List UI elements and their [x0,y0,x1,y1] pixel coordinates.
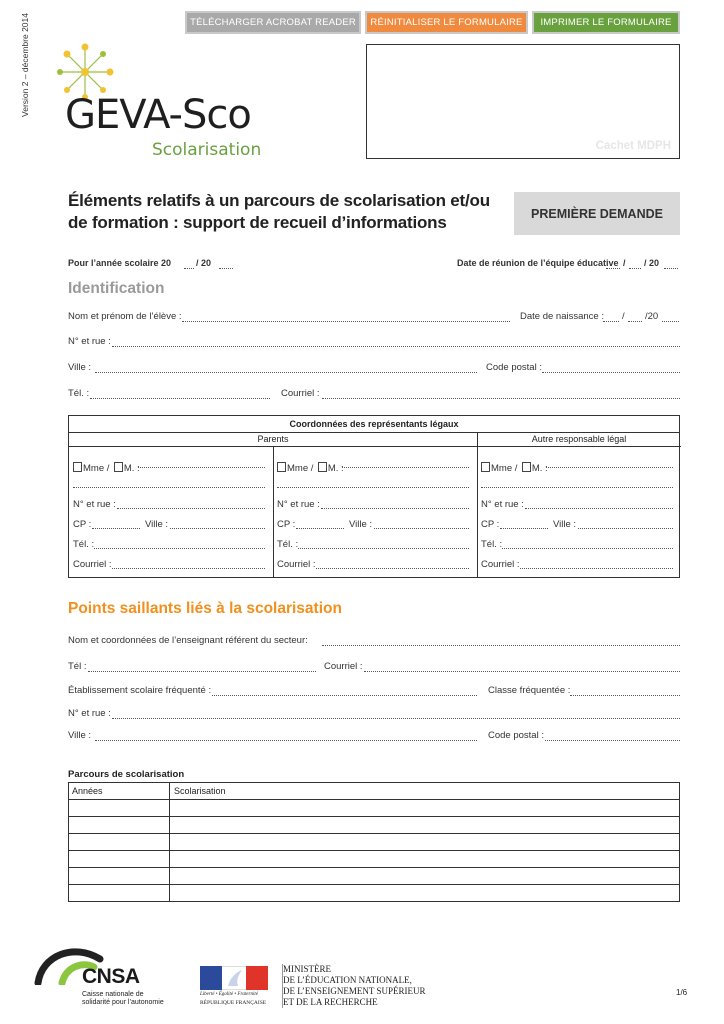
school-year-start-field[interactable] [184,268,194,269]
rep3-street-field[interactable] [525,508,673,509]
student-name-field[interactable] [182,321,510,322]
student-name-label: Nom et prénom de l’élève : [68,311,182,322]
rep2-cp-label: CP : [277,519,296,530]
rep1-tel-field[interactable] [94,548,265,549]
cnsa-text: CNSA [82,965,140,988]
rep1-city-label: Ville : [145,519,169,530]
rep3-email-label: Courriel : [481,559,520,570]
points-email-label: Courriel : [324,661,363,672]
tel-field[interactable] [90,398,270,399]
title-line-1: Éléments relatifs à un parcours de scolarisation et/ou [68,191,490,210]
ministry-line-3: DE L’ENSEIGNEMENT SUPÉRIEUR [283,986,426,996]
rep3-name-field[interactable] [546,467,673,468]
cnsa-sub-2: solidarité pour l’autonomie [82,999,164,1006]
geva-logo [52,42,302,167]
birth-month-field[interactable] [628,321,642,322]
rep2-email-label: Courriel : [277,559,316,570]
rep3-m-checkbox[interactable] [522,462,531,472]
points-tel-label: Tél : [68,661,87,672]
points-city-label: Ville : [68,730,92,741]
rep1-cp-field[interactable] [92,528,140,529]
table-row[interactable] [69,817,680,834]
rep2-street-field[interactable] [321,508,469,509]
points-postal-label: Code postal : [488,730,544,741]
rep3-street-label: N° et rue : [481,499,524,510]
street-label: N° et rue : [68,336,111,347]
rep1-m-checkbox[interactable] [114,462,123,472]
rep3-city-field[interactable] [578,528,673,529]
rep3-tel-label: Tél. : [481,539,503,550]
motto-text: Liberté • Égalité • Fraternité [200,992,258,997]
parcours-table [68,782,680,902]
stamp-label: Cachet MDPH [595,140,671,152]
school-year-sep: / 20 [196,258,212,268]
meeting-year-field[interactable] [664,268,678,269]
ministry-line-2: DE L’ÉDUCATION NATIONALE, [283,975,412,985]
rep1-city-field[interactable] [170,528,265,529]
rep2-m-checkbox[interactable] [318,462,327,472]
birth-year-field[interactable] [662,321,679,322]
table-row[interactable] [69,851,680,868]
rep2-tel-field[interactable] [298,548,469,549]
meeting-month-field[interactable] [629,268,641,269]
parcours-heading: Parcours de scolarisation [68,769,185,780]
table-row[interactable] [69,868,680,885]
class-label: Classe fréquentée : [488,685,571,696]
points-street-label: N° et rue : [68,708,111,719]
rep2-mme-checkbox[interactable] [277,462,286,472]
points-email-field[interactable] [364,671,680,672]
email-field[interactable] [322,398,680,399]
rep2-city-field[interactable] [374,528,469,529]
rep1-name-field[interactable] [138,467,265,468]
title-line-2: de formation : support de recueil d’informations [68,213,447,232]
table-row[interactable] [69,885,680,902]
download-acrobat-button[interactable]: TÉLÉCHARGER ACROBAT READER [185,11,361,34]
birth-day-field[interactable] [603,321,619,322]
rep1-street-label: N° et rue : [73,499,116,510]
teacher-field[interactable] [322,645,680,646]
rep2-tel-label: Tél. : [277,539,299,550]
ministry-line-1: MINISTÈRE [283,964,331,974]
street-field[interactable] [112,346,680,347]
points-postal-field[interactable] [545,740,680,741]
email-label: Courriel : [281,388,320,399]
teacher-label: Nom et coordonnées de l’enseignant référent du secteur: [68,635,308,646]
cnsa-logo [34,945,184,1010]
school-year-end-field[interactable] [219,268,233,269]
points-city-field[interactable] [95,740,477,741]
logo-sub-text: Scolarisation [152,140,262,160]
city-label: Ville : [68,362,92,373]
tel-label: Tél. : [68,388,90,399]
rep1-name-field-2[interactable] [73,487,265,488]
school-label: Établissement scolaire fréquenté : [68,685,212,696]
points-tel-field[interactable] [88,671,316,672]
rep1-email-label: Courriel : [73,559,112,570]
rep1-civility[interactable]: Mme / M. : [73,458,140,476]
birth-sep-1: / [622,311,625,322]
page-number: 1/6 [676,988,688,997]
logo-main-text: GEVA-Sco [65,92,251,138]
other-guardian-header: Autre responsable légal [477,433,681,447]
rep2-email-field[interactable] [316,568,469,569]
identification-heading: Identification [68,280,165,297]
version-label: Version 2 – décembre 2014 [19,13,30,117]
school-field[interactable] [212,695,477,696]
birth-sep-2: /20 [645,311,659,322]
years-column-header: Années [69,783,170,800]
rep3-city-label: Ville : [553,519,577,530]
meeting-date-label: Date de réunion de l’équipe éducative [457,258,619,268]
table-row[interactable] [69,834,680,851]
parents-header: Parents [69,433,477,447]
meeting-sep-1: / [623,258,626,268]
rep3-name-field-2[interactable] [481,487,673,488]
rep1-cp-label: CP : [73,519,92,530]
ministry-block [282,964,426,1008]
points-heading: Points saillants liés à la scolarisation [68,600,342,617]
page-title [68,190,490,234]
reset-form-button[interactable]: RÉINITIALISER LE FORMULAIRE [365,11,528,34]
cnsa-sub-1: Caisse nationale de [82,991,144,998]
meeting-sep-2: / 20 [644,258,660,268]
rep1-street-field[interactable] [117,508,265,509]
points-street-field[interactable] [112,718,680,719]
rep2-name-field-2[interactable] [277,487,469,488]
republique-text: RÉPUBLIQUE FRANÇAISE [200,1000,267,1006]
marianne-icon [222,966,246,990]
rep3-cp-label: CP : [481,519,500,530]
rep2-name-field[interactable] [342,467,469,468]
rep3-civility[interactable]: Mme / M. : [481,458,548,476]
rep1-mme-checkbox[interactable] [73,462,82,472]
rep3-cp-field[interactable] [500,528,548,529]
representatives-title: Coordonnées des représentants légaux [69,416,679,433]
republique-logo [200,966,270,1008]
rep1-email-field[interactable] [112,568,265,569]
postal-code-label: Code postal : [486,362,542,373]
mdph-stamp-box[interactable] [366,44,680,159]
city-field[interactable] [95,372,477,373]
print-form-button[interactable]: IMPRIMER LE FORMULAIRE [532,11,680,34]
premiere-demande-badge: PREMIÈRE DEMANDE [514,192,680,235]
rep2-civility[interactable]: Mme / M. : [277,458,344,476]
school-column-header: Scolarisation [170,783,680,800]
table-row[interactable] [69,800,680,817]
rep1-tel-label: Tél. : [73,539,95,550]
birth-date-label: Date de naissance : [520,311,604,322]
rep2-city-label: Ville : [349,519,373,530]
rep2-cp-field[interactable] [296,528,344,529]
legal-representatives-table [68,415,680,578]
ministry-line-4: ET DE LA RECHERCHE [283,997,378,1007]
school-year-label: Pour l’année scolaire 20 [68,258,172,268]
class-field[interactable] [570,695,680,696]
meeting-day-field[interactable] [606,268,620,269]
rep3-tel-field[interactable] [502,548,673,549]
rep3-email-field[interactable] [520,568,673,569]
rep2-street-label: N° et rue : [277,499,320,510]
postal-code-field[interactable] [542,372,680,373]
rep3-mme-checkbox[interactable] [481,462,490,472]
